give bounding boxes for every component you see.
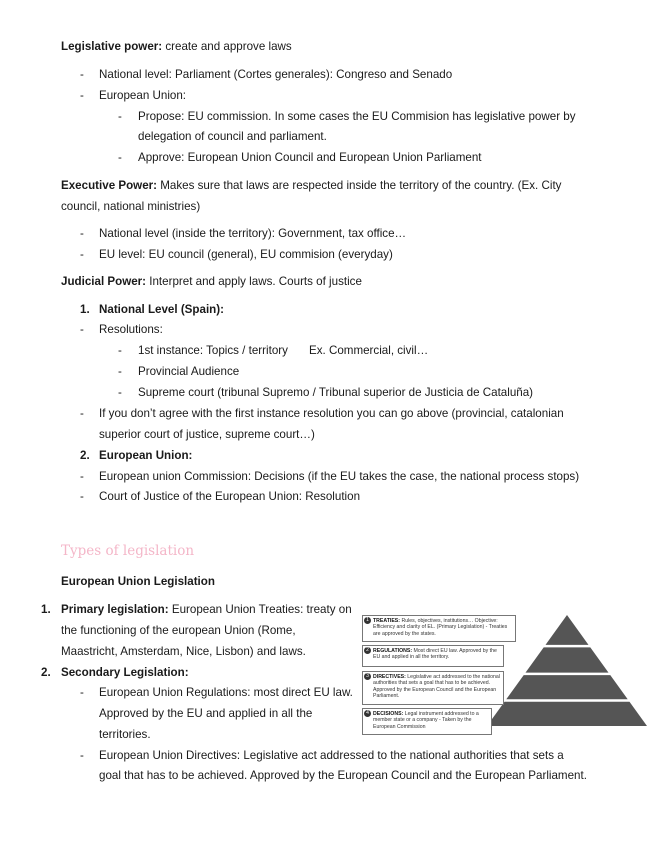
secondary-title: Secondary Legislation: <box>61 666 189 679</box>
list-item-cont: territories. <box>99 728 151 741</box>
list-number: 1. <box>41 603 51 616</box>
legislative-desc: create and approve laws <box>162 40 292 53</box>
list-item-cont: delegation of council and parliament. <box>138 130 327 143</box>
list-item: 1st instance: Topics / territory <box>138 344 288 357</box>
primary-desc-cont: Maastricht, Amsterdam, Nice, Lisbon) and laws. <box>61 645 306 658</box>
dash: - <box>118 365 122 378</box>
list-item-example: Ex. Commercial, civil… <box>309 344 429 357</box>
dash: - <box>80 89 84 102</box>
list-item: European Union: <box>99 89 187 102</box>
list-number: 2. <box>80 449 90 462</box>
list-item-cont: Approved by the EU and applied in all the <box>99 707 313 720</box>
box-title: REGULATIONS: <box>373 648 413 654</box>
judicial-paragraph <box>61 275 362 289</box>
executive-title: Executive Power: <box>61 179 158 192</box>
diagram-box-directives <box>362 671 504 705</box>
box-title: DIRECTIVES: <box>373 674 406 680</box>
list-item: European Union Directives: Legislative act addressed to the national authorities that sets a <box>99 749 564 762</box>
box-text: Rules, objectives, institutions… Objective: Efficiency and clarity of EL. (Primary Legislation) - Treaties are approved by the states. <box>373 618 508 637</box>
list-item: Propose: EU commission. In some cases the EU Commision has legislative power by <box>138 110 576 123</box>
box-title: TREATIES: <box>373 618 400 624</box>
numbered-heading: National Level (Spain): <box>99 303 224 316</box>
dash: - <box>80 248 84 261</box>
pyramid-tier-2 <box>526 647 609 672</box>
dash: - <box>118 344 122 357</box>
box-text: Most direct EU law. Approved by the EU and applied in all the territory. <box>373 648 497 661</box>
dash: - <box>118 151 122 164</box>
dash: - <box>80 686 84 699</box>
judicial-title: Judicial Power: <box>61 275 147 288</box>
executive-desc: Makes sure that laws are respected inside the territory of the country. (Ex. City <box>157 179 562 192</box>
dash: - <box>118 110 122 123</box>
section-heading: Types of legislation <box>61 543 195 559</box>
dash: - <box>80 407 84 420</box>
dash: - <box>80 68 84 81</box>
list-item: Provincial Audience <box>138 365 240 378</box>
box-number: 4 <box>364 710 371 717</box>
legislative-paragraph <box>61 40 292 54</box>
list-item-cont: superior court of justice, supreme court…) <box>99 428 315 441</box>
judicial-desc: Interpret and apply laws. Courts of justice <box>146 275 362 288</box>
list-item: Resolutions: <box>99 323 163 336</box>
numbered-heading: European Union: <box>99 449 193 462</box>
box-title: DECISIONS: <box>373 711 404 717</box>
diagram-box-decisions <box>362 708 492 735</box>
dash: - <box>80 749 84 762</box>
pyramid-tier-4 <box>487 702 647 726</box>
list-number: 2. <box>41 666 51 679</box>
list-item: EU level: EU council (general), EU commision (everyday) <box>99 248 393 261</box>
box-text: Legislative act addressed to the national authorities that sets a goal that has to be achieved. Approved by the European Council and the European Parliament. <box>373 674 500 700</box>
box-number: 3 <box>364 673 371 680</box>
pyramid-tier-1 <box>546 615 589 645</box>
dash: - <box>118 386 122 399</box>
list-item: National level (inside the territory): Government, tax office… <box>99 227 407 240</box>
dash: - <box>80 490 84 503</box>
primary-desc: European Union Treaties: treaty on <box>168 603 352 616</box>
list-item: Court of Justice of the European Union: Resolution <box>99 490 361 503</box>
executive-paragraph <box>61 179 561 193</box>
primary-title: Primary legislation: <box>61 603 169 616</box>
subheading: European Union Legislation <box>61 575 215 588</box>
diagram-box-treaties <box>362 615 516 642</box>
dash: - <box>80 470 84 483</box>
primary-desc-cont: the functioning of the european Union (Rome, <box>61 624 296 637</box>
list-item: European Union Regulations: most direct EU law. <box>99 686 353 699</box>
box-number: 2 <box>364 647 371 654</box>
list-item: European union Commission: Decisions (if the EU takes the case, the national process stops) <box>99 470 580 483</box>
box-text: Legal instrument addressed to a member state or a company - Taken by the European Commission <box>373 711 479 730</box>
primary-legislation <box>61 603 352 617</box>
dash: - <box>80 323 84 336</box>
list-item: National level: Parliament (Cortes generales): Congreso and Senado <box>99 68 453 81</box>
legislative-title: Legislative power: <box>61 40 163 53</box>
list-number: 1. <box>80 303 90 316</box>
list-item: If you don’t agree with the first instance resolution you can go above (provincial, catalonian <box>99 407 564 420</box>
list-item: Supreme court (tribunal Supremo / Tribunal superior de Justicia de Cataluña) <box>138 386 534 399</box>
list-item: Approve: European Union Council and European Union Parliament <box>138 151 482 164</box>
executive-desc-cont: council, national ministries) <box>61 200 201 213</box>
diagram-box-regulations <box>362 645 504 667</box>
box-number: 1 <box>364 617 371 624</box>
list-item-cont: goal that has to be achieved. Approved by the European Council and the European Parliament. <box>99 769 587 782</box>
dash: - <box>80 227 84 240</box>
pyramid-tier-3 <box>506 675 627 699</box>
